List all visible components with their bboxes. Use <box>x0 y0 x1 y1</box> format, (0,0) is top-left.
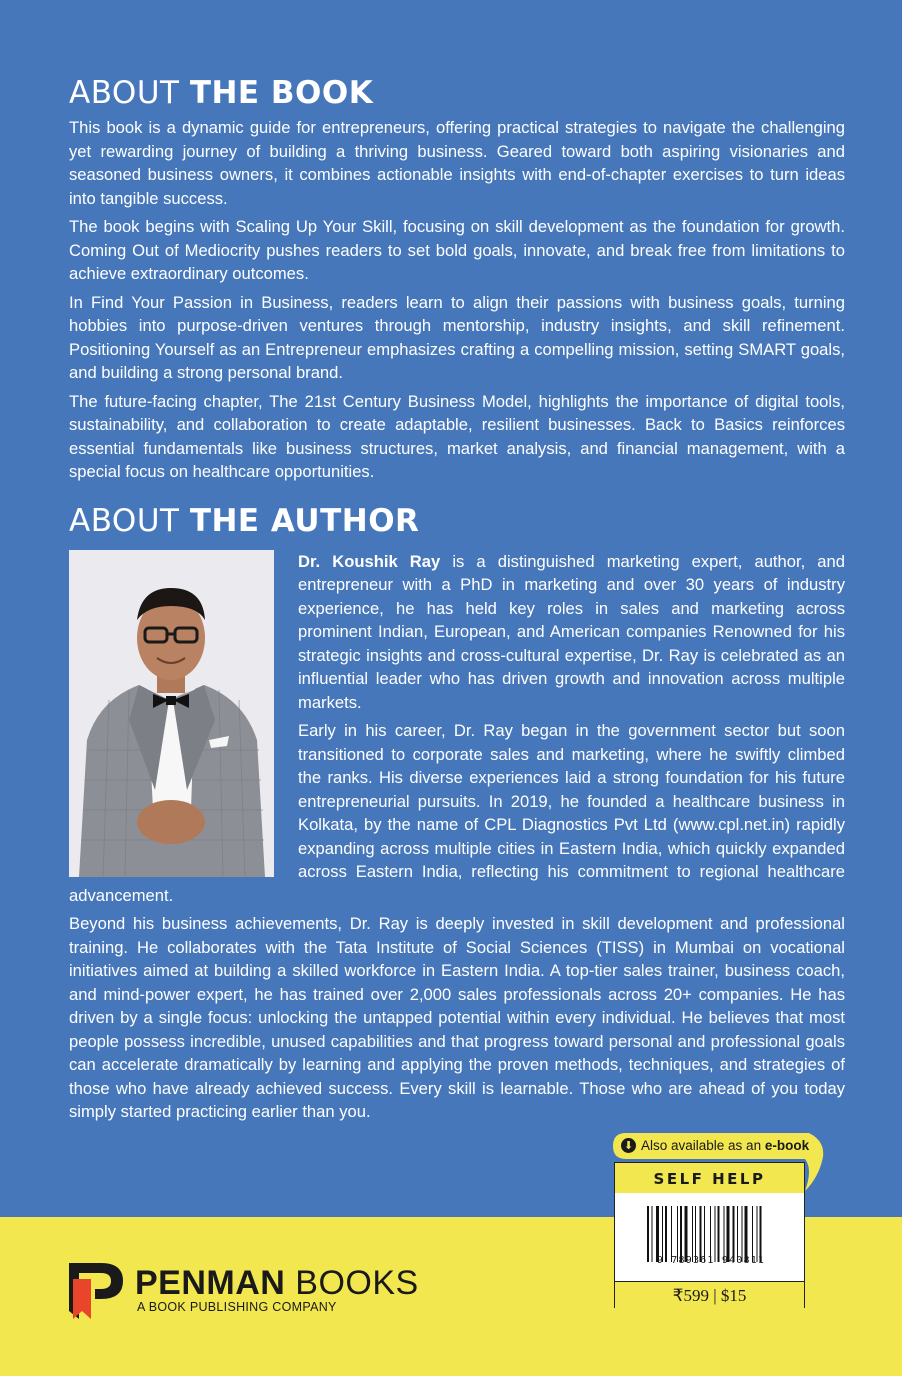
genre-label: SELF HELP <box>615 1163 804 1193</box>
author-name: Dr. Koushik Ray <box>298 551 441 571</box>
author-paragraph: Dr. Koushik Ray is a distinguished marketing expert, author, and entrepreneur with a PhD in marketing and over 30 years of industry experience, he has held key roles in sales and marketing across prominent Indian, European, and American companies Renowned for his strategic insights and cross-cultural expertise, Dr. Ray is celebrated as an influential leader who has driven growth and innovation across multiple markets. <box>298 551 845 712</box>
download-icon: ⬇ <box>621 1138 636 1153</box>
ebook-text: Also available as an e-book <box>641 1138 810 1153</box>
book-paragraph: The book begins with Scaling Up Your Skill, focusing on skill development as the foundation for growth. Coming Out of Mediocrity pushes readers to set bold goals, innovate, and break free from limitations to achieve extraordinary outcomes. <box>69 217 845 283</box>
about-author-heading: ABOUT THE AUTHOR <box>69 502 420 539</box>
isbn-number: 9 789361 940811 <box>656 1255 766 1266</box>
book-paragraph: In Find Your Passion in Business, readers learn to align their passions with business goals, turning hobbies into purpose-driven ventures through mentorship, industry insights, and skill refinement. Positioning Yourself as an Entrepreneur emphasizes crafting a compelling mission, setting SMART goals, and building a strong personal brand. <box>69 292 845 382</box>
about-book-heading: ABOUT THE BOOK <box>69 75 374 111</box>
about-book-text <box>69 116 845 484</box>
about-author-text <box>69 550 845 1124</box>
author-paragraph: Early in his career, Dr. Ray began in the government sector but soon transitioned to corporate sales and marketing, where he swiftly climbed the ranks. His diverse experiences laid a strong foundation for his future entrepreneurial pursuits. In 2019, he founded a healthcare business in Kolkata, by the name of CPL Diagnostics Pvt Ltd (www.cpl.net.in) rapidly expanding across multiple cities in Eastern India, which quickly expanded across Eastern India, reflecting his commitment to regional healthcare advancement. <box>69 721 845 905</box>
ebook-availability-note <box>613 1133 825 1161</box>
author-photo <box>69 550 274 877</box>
penman-logo-icon <box>69 1263 125 1319</box>
book-paragraph: The future-facing chapter, The 21st Century Business Model, highlights the importance of digital tools, sustainability, and collaboration to create adaptable, resilient businesses. Back to Basics reinforces essential fundamentals like business structures, market analysis, and financial management, with a special focus on healthcare opportunities. <box>69 391 845 481</box>
barcode-box <box>614 1162 805 1308</box>
book-paragraph: This book is a dynamic guide for entrepreneurs, offering practical strategies to navigate the challenging yet rewarding journey of building a thriving business. Geared toward both aspiring visionaries and seasoned business owners, it combines actionable insights with end-of-chapter exercises to turn ideas into tangible success. <box>69 118 845 208</box>
publisher-name: PENMAN BOOKS <box>135 1264 419 1302</box>
publisher-logo <box>69 1263 449 1323</box>
price-label: ₹599 | $15 <box>615 1281 804 1308</box>
publisher-tagline: A BOOK PUBLISHING COMPANY <box>137 1300 337 1314</box>
cover-text-block <box>69 70 845 1129</box>
author-paragraph: Beyond his business achievements, Dr. Ray is deeply invested in skill development and professional training. He collaborates with the Tata Institute of Social Sciences (TISS) in Mumbai on vocational initiatives aimed at building a skilled workforce in Eastern India. A top-tier sales trainer, business coach, and mind-power expert, he has trained over 2,000 sales professionals across 20+ companies. He has driven by a single focus: unlocking the untapped potential within every individual. He believes that most people possess incredible, unused capabilities and that progress toward personal and professional goals can accelerate dramatically by learning and applying the proven methods, techniques, and strategies of those who have already achieved success. Every skill is learnable. Those who are ahead of you today simply started practicing earlier than you. <box>69 914 845 1121</box>
